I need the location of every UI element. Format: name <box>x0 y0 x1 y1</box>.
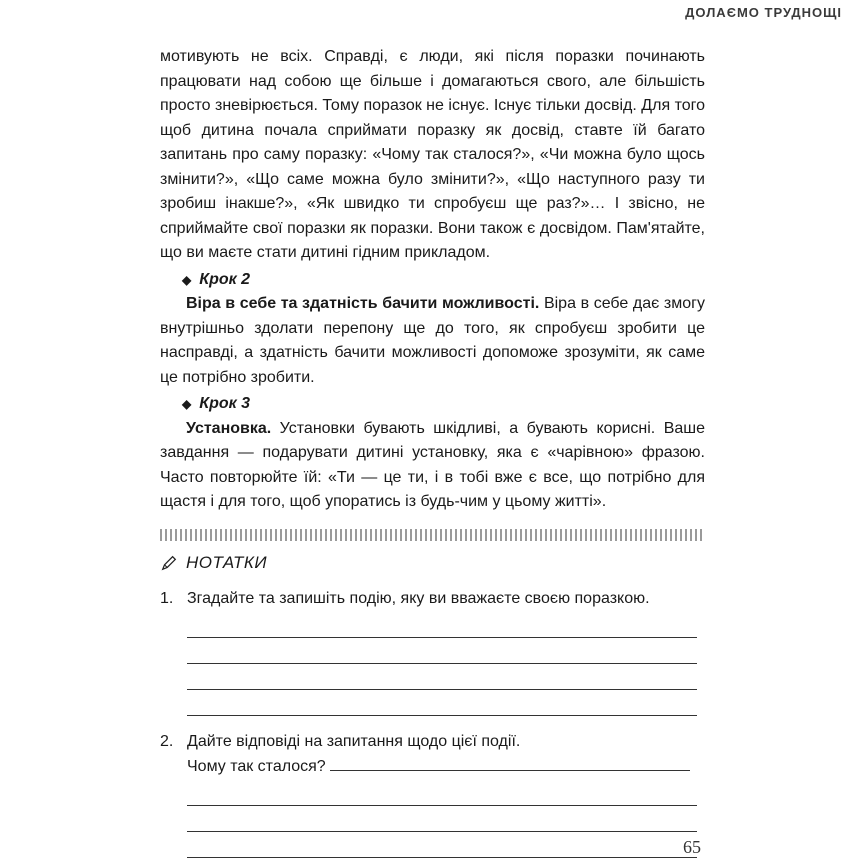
question-1-text: Згадайте та запишіть подію, яку ви вважаєте своєю поразкою. <box>187 590 650 607</box>
answer-line[interactable] <box>187 690 697 716</box>
step-2-heading <box>182 268 705 293</box>
diamond-bullet-icon: ◆ <box>182 272 192 287</box>
step-2-text: Віра в себе дає змогу внутрішньо здолати перепону ще до того, як спробуєш зробити це насправді, а здатність бачити можливості допоможе зрозуміти, як саме це потрібно зробити. <box>160 295 706 386</box>
question-2 <box>160 730 705 858</box>
diamond-bullet-icon: ◆ <box>182 397 192 411</box>
step-3-text: Установки бувають шкідливі, а бувають корисні. Ваше завдання — подарувати дитині установку, яка є «чарівною» фразою. Часто повторюйте їй: «Ти — це ти, і в тобі вже є все, що потрібно для щастя і для того, щоб упоратись із будь-чим у цьому житті». <box>160 419 705 510</box>
step-3-bold-lead: Установка. <box>186 419 272 437</box>
question-2-text: Дайте відповіді на запитання щодо цієї події. <box>187 732 521 750</box>
notes-title: НОТАТКИ <box>186 552 268 572</box>
step-2-paragraph <box>160 292 705 390</box>
question-2-sub-text: Чому так сталося? <box>187 758 326 775</box>
paragraph-intro: мотивують не всіх. Справді, є люди, які після поразки починають працювати над собою ще більше і домагаються свого, але більшість просто зневірюється. Тому поразок не існує. Існує тільки досвід. Для того щоб дитина почала сприймати поразку як досвід, ставте їй багато запитань про саму поразку: «Чому так сталося?», «Чи можна було щось змінити?», «Що саме можна було змінити?», «Що наступного разу ти зробиш інакше?», «Як швидко ти спробуєш ще раз?»… І звісно, не сприймайте свої поразки як поразки. Вони також є досвідом. Пам'ятайте, що ви маєте стати дитині гідним прикладом. <box>160 48 705 261</box>
question-2-subline <box>187 754 705 780</box>
answer-line[interactable] <box>187 638 697 664</box>
dotted-divider <box>160 529 705 541</box>
answer-line[interactable] <box>187 832 697 858</box>
page-number: 65 <box>683 837 701 857</box>
step-2-bold-lead: Віра в себе та здатність бачити можливості. <box>186 295 540 312</box>
answer-line[interactable] <box>330 754 690 771</box>
pencil-icon <box>160 554 178 572</box>
answer-line[interactable] <box>187 780 697 806</box>
page-body <box>160 45 705 858</box>
answer-line[interactable] <box>187 612 697 638</box>
step-3-paragraph <box>160 417 705 515</box>
question-1-number: 1. <box>160 590 174 607</box>
answer-line[interactable] <box>187 664 697 690</box>
question-2-number: 2. <box>160 732 174 750</box>
answer-line[interactable] <box>187 806 697 832</box>
running-header: ДОЛАЄМО ТРУДНОЩІ <box>685 5 842 20</box>
step-3-heading <box>182 392 705 417</box>
step-2-label: Крок 2 <box>199 270 251 288</box>
step-3-label: Крок 3 <box>199 395 251 412</box>
notes-heading <box>160 551 705 576</box>
question-1 <box>160 587 705 716</box>
